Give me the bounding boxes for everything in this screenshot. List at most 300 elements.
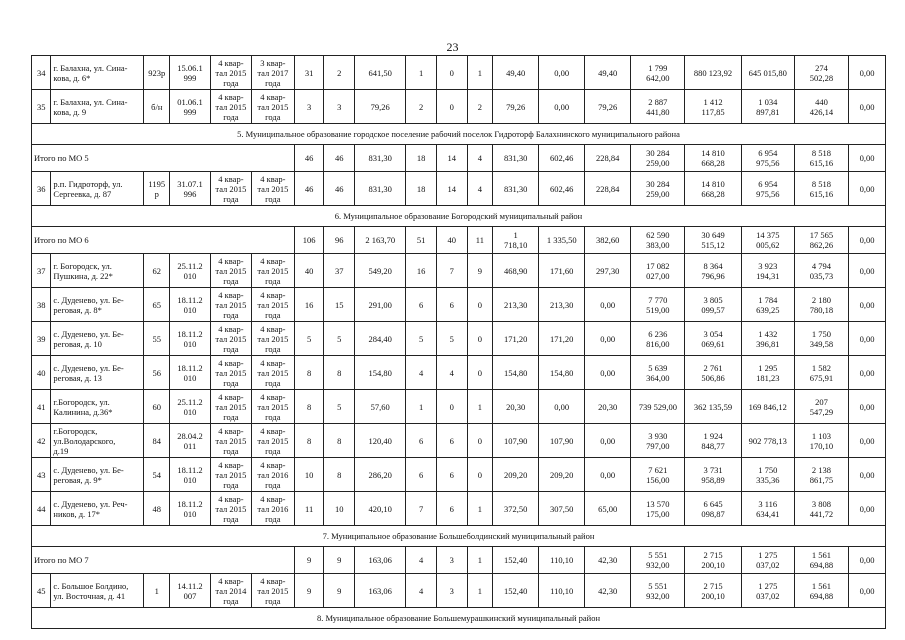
cell-m4: 1 561 694,88 bbox=[794, 547, 848, 574]
cell-n1: 4 bbox=[406, 356, 437, 390]
cell-a: 8 bbox=[294, 356, 324, 390]
cell-n3: 2 bbox=[467, 90, 493, 124]
cell-s2: 307,50 bbox=[539, 492, 585, 526]
cell-s3: 297,30 bbox=[585, 254, 631, 288]
cell-b: 8 bbox=[324, 424, 355, 458]
cell-date: 25.11.2 010 bbox=[170, 254, 211, 288]
cell-m1: 5 551 932,00 bbox=[631, 574, 685, 608]
cell-area: 120,40 bbox=[355, 424, 406, 458]
cell-b: 46 bbox=[324, 172, 355, 206]
cell-b: 37 bbox=[324, 254, 355, 288]
cell-s1: 79,26 bbox=[493, 90, 539, 124]
cell-n1: 6 bbox=[406, 458, 437, 492]
cell-no: 37 bbox=[32, 254, 51, 288]
cell-s3: 49,40 bbox=[585, 56, 631, 90]
cell-b: 46 bbox=[324, 145, 355, 172]
cell-m2: 14 810 668,28 bbox=[685, 172, 741, 206]
cell-date: 18.11.2 010 bbox=[170, 356, 211, 390]
cell-s2: 171,60 bbox=[539, 254, 585, 288]
cell-m2: 362 135,59 bbox=[685, 390, 741, 424]
cell-m3: 3 923 194,31 bbox=[741, 254, 794, 288]
cell-s1: 152,40 bbox=[493, 547, 539, 574]
cell-n3: 1 bbox=[467, 56, 493, 90]
cell-b: 9 bbox=[324, 547, 355, 574]
table-row bbox=[32, 390, 886, 424]
cell-m3: 6 954 975,56 bbox=[741, 145, 794, 172]
cell-n2: 0 bbox=[436, 390, 467, 424]
cell-c2: 4 квар- тал 2015 года bbox=[251, 574, 294, 608]
cell-c1: 4 квар- тал 2015 года bbox=[210, 424, 251, 458]
cell-s1: 1 718,10 bbox=[493, 227, 539, 254]
cell-addr: г.Богородск, ул. Калинина, д.36* bbox=[51, 390, 144, 424]
cell-no: 34 bbox=[32, 56, 51, 90]
cell-c2: 3 квар- тал 2017 года bbox=[251, 56, 294, 90]
cell-s1: 468,90 bbox=[493, 254, 539, 288]
cell-n1: 6 bbox=[406, 288, 437, 322]
cell-b: 8 bbox=[324, 458, 355, 492]
cell-date: 18.11.2 010 bbox=[170, 322, 211, 356]
cell-n2: 3 bbox=[436, 574, 467, 608]
cell-no: 36 bbox=[32, 172, 51, 206]
cell-n1: 7 bbox=[406, 492, 437, 526]
cell-m1: 7 621 156,00 bbox=[631, 458, 685, 492]
cell-m4: 2 138 861,75 bbox=[794, 458, 848, 492]
cell-doc: 65 bbox=[144, 288, 170, 322]
cell-doc: 84 bbox=[144, 424, 170, 458]
cell-date: 25.11.2 010 bbox=[170, 390, 211, 424]
cell-n3: 11 bbox=[467, 227, 493, 254]
cell-s3: 42,30 bbox=[585, 547, 631, 574]
cell-s1: 213,30 bbox=[493, 288, 539, 322]
page-number: 23 bbox=[446, 40, 459, 54]
table-row bbox=[32, 492, 886, 526]
cell-s2: 107,90 bbox=[539, 424, 585, 458]
cell-n3: 4 bbox=[467, 145, 493, 172]
cell-m4: 274 502,28 bbox=[794, 56, 848, 90]
cell-n1: 6 bbox=[406, 424, 437, 458]
cell-date: 18.11.2 010 bbox=[170, 288, 211, 322]
cell-m2: 14 810 668,28 bbox=[685, 145, 741, 172]
cell-n1: 4 bbox=[406, 547, 437, 574]
cell-a: 5 bbox=[294, 322, 324, 356]
cell-area: 154,80 bbox=[355, 356, 406, 390]
cell-m3: 1 750 335,36 bbox=[741, 458, 794, 492]
cell-m5: 0,00 bbox=[849, 172, 886, 206]
table-body bbox=[32, 56, 886, 629]
cell-date: 28.04.2 011 bbox=[170, 424, 211, 458]
cell-s2: 0,00 bbox=[539, 56, 585, 90]
cell-m1: 62 590 383,00 bbox=[631, 227, 685, 254]
cell-m1: 6 236 816,00 bbox=[631, 322, 685, 356]
cell-m5: 0,00 bbox=[849, 574, 886, 608]
cell-doc: 56 bbox=[144, 356, 170, 390]
cell-date: 31.07.1 996 bbox=[170, 172, 211, 206]
cell-s2: 171,20 bbox=[539, 322, 585, 356]
cell-m3: 1 275 037,02 bbox=[741, 574, 794, 608]
cell-s2: 0,00 bbox=[539, 390, 585, 424]
cell-addr: с. Дуденево, ул. Бе- реговая, д. 10 bbox=[51, 322, 144, 356]
cell-c2: 4 квар- тал 2015 года bbox=[251, 322, 294, 356]
cell-n2: 7 bbox=[436, 254, 467, 288]
cell-m2: 2 715 200,10 bbox=[685, 574, 741, 608]
cell-s3: 228,84 bbox=[585, 172, 631, 206]
cell-s3: 42,30 bbox=[585, 574, 631, 608]
cell-m4: 8 518 615,16 bbox=[794, 145, 848, 172]
cell-m2: 2 715 200,10 bbox=[685, 547, 741, 574]
cell-a: 31 bbox=[294, 56, 324, 90]
cell-s2: 213,30 bbox=[539, 288, 585, 322]
table-row bbox=[32, 574, 886, 608]
cell-n2: 3 bbox=[436, 547, 467, 574]
cell-m2: 30 649 515,12 bbox=[685, 227, 741, 254]
cell-n3: 1 bbox=[467, 492, 493, 526]
cell-n1: 18 bbox=[406, 172, 437, 206]
cell-a: 46 bbox=[294, 172, 324, 206]
cell-no: 35 bbox=[32, 90, 51, 124]
cell-c2: 4 квар- тал 2016 года bbox=[251, 458, 294, 492]
cell-s1: 107,90 bbox=[493, 424, 539, 458]
cell-no: 44 bbox=[32, 492, 51, 526]
cell-b: 96 bbox=[324, 227, 355, 254]
cell-s2: 154,80 bbox=[539, 356, 585, 390]
cell-c1: 4 квар- тал 2015 года bbox=[210, 458, 251, 492]
cell-s3: 0,00 bbox=[585, 322, 631, 356]
cell-s2: 602,46 bbox=[539, 145, 585, 172]
cell-m4: 440 426,14 bbox=[794, 90, 848, 124]
cell-area: 831,30 bbox=[355, 172, 406, 206]
cell-m2: 880 123,92 bbox=[685, 56, 741, 90]
cell-c1: 4 квар- тал 2015 года bbox=[210, 56, 251, 90]
cell-c1: 4 квар- тал 2015 года bbox=[210, 356, 251, 390]
cell-s3: 382,60 bbox=[585, 227, 631, 254]
housing-table bbox=[31, 55, 886, 629]
cell-n1: 1 bbox=[406, 56, 437, 90]
cell-m2: 2 761 506,86 bbox=[685, 356, 741, 390]
cell-n1: 51 bbox=[406, 227, 437, 254]
cell-doc: б/н bbox=[144, 90, 170, 124]
cell-s2: 209,20 bbox=[539, 458, 585, 492]
cell-s1: 152,40 bbox=[493, 574, 539, 608]
cell-c1: 4 квар- тал 2015 года bbox=[210, 254, 251, 288]
cell-b: 2 bbox=[324, 56, 355, 90]
section-header-row bbox=[32, 206, 886, 227]
subtotal-row bbox=[32, 227, 886, 254]
cell-addr: с. Дуденево, ул. Реч- ников, д. 17* bbox=[51, 492, 144, 526]
cell-addr: г. Балахна, ул. Сина- кова, д. 9 bbox=[51, 90, 144, 124]
cell-s1: 831,30 bbox=[493, 172, 539, 206]
cell-c2: 4 квар- тал 2016 года bbox=[251, 492, 294, 526]
cell-m2: 3 805 099,57 bbox=[685, 288, 741, 322]
cell-doc: 923р bbox=[144, 56, 170, 90]
cell-m4: 3 808 441,72 bbox=[794, 492, 848, 526]
cell-m4: 8 518 615,16 bbox=[794, 172, 848, 206]
cell-c2: 4 квар- тал 2015 года bbox=[251, 288, 294, 322]
cell-s1: 831,30 bbox=[493, 145, 539, 172]
cell-date: 18.11.2 010 bbox=[170, 458, 211, 492]
cell-m4: 1 582 675,91 bbox=[794, 356, 848, 390]
cell-s3: 0,00 bbox=[585, 288, 631, 322]
cell-area: 284,40 bbox=[355, 322, 406, 356]
cell-area: 2 163,70 bbox=[355, 227, 406, 254]
cell-doc: 54 bbox=[144, 458, 170, 492]
cell-n3: 1 bbox=[467, 390, 493, 424]
cell-doc: 55 bbox=[144, 322, 170, 356]
cell-n1: 16 bbox=[406, 254, 437, 288]
cell-n3: 1 bbox=[467, 547, 493, 574]
cell-n2: 6 bbox=[436, 458, 467, 492]
cell-c2: 4 квар- тал 2015 года bbox=[251, 172, 294, 206]
cell-addr: р.п. Гидроторф, ул. Сергеевка, д. 87 bbox=[51, 172, 144, 206]
cell-s3: 0,00 bbox=[585, 356, 631, 390]
table-row bbox=[32, 356, 886, 390]
cell-area: 420,10 bbox=[355, 492, 406, 526]
cell-area: 163,06 bbox=[355, 547, 406, 574]
cell-m4: 17 565 862,26 bbox=[794, 227, 848, 254]
cell-n1: 4 bbox=[406, 574, 437, 608]
cell-s2: 110,10 bbox=[539, 547, 585, 574]
cell-a: 46 bbox=[294, 145, 324, 172]
cell-s2: 110,10 bbox=[539, 574, 585, 608]
cell-s3: 79,26 bbox=[585, 90, 631, 124]
cell-s1: 171,20 bbox=[493, 322, 539, 356]
cell-addr: с. Дуденево, ул. Бе- реговая, д. 9* bbox=[51, 458, 144, 492]
cell-no: 41 bbox=[32, 390, 51, 424]
cell-m3: 1 432 396,81 bbox=[741, 322, 794, 356]
section-header-row bbox=[32, 608, 886, 629]
section-header-row bbox=[32, 124, 886, 145]
table-row bbox=[32, 254, 886, 288]
cell-area: 163,06 bbox=[355, 574, 406, 608]
cell-addr: с. Дуденево, ул. Бе- реговая, д. 8* bbox=[51, 288, 144, 322]
cell-m2: 1 412 117,85 bbox=[685, 90, 741, 124]
cell-b: 8 bbox=[324, 356, 355, 390]
cell-s3: 0,00 bbox=[585, 458, 631, 492]
cell-m2: 3 054 069,61 bbox=[685, 322, 741, 356]
cell-b: 3 bbox=[324, 90, 355, 124]
cell-date: 01.06.1 999 bbox=[170, 90, 211, 124]
table-row bbox=[32, 424, 886, 458]
cell-addr: г.Богородск, ул.Володарского, д.19 bbox=[51, 424, 144, 458]
cell-n2: 6 bbox=[436, 288, 467, 322]
cell-c1: 4 квар- тал 2015 года bbox=[210, 288, 251, 322]
cell-c2: 4 квар- тал 2015 года bbox=[251, 390, 294, 424]
cell-m5: 0,00 bbox=[849, 458, 886, 492]
cell-s1: 20,30 bbox=[493, 390, 539, 424]
cell-m3: 1 784 639,25 bbox=[741, 288, 794, 322]
cell-n2: 0 bbox=[436, 90, 467, 124]
cell-s1: 154,80 bbox=[493, 356, 539, 390]
cell-n3: 9 bbox=[467, 254, 493, 288]
cell-n3: 4 bbox=[467, 172, 493, 206]
cell-a: 106 bbox=[294, 227, 324, 254]
cell-m1: 739 529,00 bbox=[631, 390, 685, 424]
cell-c1: 4 квар- тал 2015 года bbox=[210, 172, 251, 206]
cell-a: 8 bbox=[294, 424, 324, 458]
cell-b: 5 bbox=[324, 322, 355, 356]
cell-area: 641,50 bbox=[355, 56, 406, 90]
cell-b: 15 bbox=[324, 288, 355, 322]
cell-b: 10 bbox=[324, 492, 355, 526]
cell-m3: 6 954 975,56 bbox=[741, 172, 794, 206]
cell-no: 38 bbox=[32, 288, 51, 322]
cell-m4: 1 750 349,58 bbox=[794, 322, 848, 356]
cell-doc: 62 bbox=[144, 254, 170, 288]
cell-a: 11 bbox=[294, 492, 324, 526]
cell-s1: 209,20 bbox=[493, 458, 539, 492]
cell-addr: с. Большое Болдино, ул. Восточная, д. 41 bbox=[51, 574, 144, 608]
cell-n2: 5 bbox=[436, 322, 467, 356]
cell-n3: 0 bbox=[467, 356, 493, 390]
cell-addr: г. Балахна, ул. Сина- кова, д. 6* bbox=[51, 56, 144, 90]
subtotal-label: Итого по МО 6 bbox=[32, 227, 295, 254]
cell-c1: 4 квар- тал 2015 года bbox=[210, 390, 251, 424]
cell-m5: 0,00 bbox=[849, 356, 886, 390]
cell-m1: 7 770 519,00 bbox=[631, 288, 685, 322]
cell-c1: 4 квар- тал 2014 года bbox=[210, 574, 251, 608]
cell-m4: 2 180 780,18 bbox=[794, 288, 848, 322]
cell-doc: 1195 р bbox=[144, 172, 170, 206]
cell-b: 9 bbox=[324, 574, 355, 608]
cell-date: 14.11.2 007 bbox=[170, 574, 211, 608]
cell-m2: 3 731 958,89 bbox=[685, 458, 741, 492]
cell-a: 10 bbox=[294, 458, 324, 492]
cell-m3: 1 275 037,02 bbox=[741, 547, 794, 574]
cell-area: 549,20 bbox=[355, 254, 406, 288]
subtotal-label: Итого по МО 5 bbox=[32, 145, 295, 172]
cell-addr: г. Богородск, ул. Пушкина, д. 22* bbox=[51, 254, 144, 288]
cell-doc: 60 bbox=[144, 390, 170, 424]
cell-c2: 4 квар- тал 2015 года bbox=[251, 254, 294, 288]
section-header-row bbox=[32, 526, 886, 547]
cell-a: 3 bbox=[294, 90, 324, 124]
table-row bbox=[32, 458, 886, 492]
cell-n1: 18 bbox=[406, 145, 437, 172]
cell-m3: 1 034 897,81 bbox=[741, 90, 794, 124]
cell-no: 45 bbox=[32, 574, 51, 608]
cell-m5: 0,00 bbox=[849, 56, 886, 90]
cell-no: 42 bbox=[32, 424, 51, 458]
cell-n3: 0 bbox=[467, 424, 493, 458]
table-row bbox=[32, 288, 886, 322]
cell-n1: 2 bbox=[406, 90, 437, 124]
cell-area: 291,00 bbox=[355, 288, 406, 322]
cell-s1: 49,40 bbox=[493, 56, 539, 90]
cell-area: 79,26 bbox=[355, 90, 406, 124]
cell-a: 9 bbox=[294, 547, 324, 574]
cell-m2: 6 645 098,87 bbox=[685, 492, 741, 526]
cell-n2: 6 bbox=[436, 492, 467, 526]
cell-s2: 602,46 bbox=[539, 172, 585, 206]
cell-c1: 4 квар- тал 2015 года bbox=[210, 322, 251, 356]
table-row bbox=[32, 56, 886, 90]
section-title: 6. Муниципальное образование Богородский муниципальный район bbox=[32, 206, 886, 227]
cell-m5: 0,00 bbox=[849, 424, 886, 458]
cell-m4: 207 547,29 bbox=[794, 390, 848, 424]
cell-m5: 0,00 bbox=[849, 547, 886, 574]
cell-m5: 0,00 bbox=[849, 288, 886, 322]
table-row bbox=[32, 322, 886, 356]
cell-n2: 40 bbox=[436, 227, 467, 254]
cell-a: 40 bbox=[294, 254, 324, 288]
subtotal-label: Итого по МО 7 bbox=[32, 547, 295, 574]
cell-n2: 14 bbox=[436, 145, 467, 172]
cell-m1: 5 639 364,00 bbox=[631, 356, 685, 390]
cell-s2: 1 335,50 bbox=[539, 227, 585, 254]
cell-m1: 3 930 797,00 bbox=[631, 424, 685, 458]
cell-b: 5 bbox=[324, 390, 355, 424]
cell-m3: 645 015,80 bbox=[741, 56, 794, 90]
cell-m5: 0,00 bbox=[849, 492, 886, 526]
cell-no: 40 bbox=[32, 356, 51, 390]
cell-m1: 30 284 259,00 bbox=[631, 172, 685, 206]
cell-n1: 5 bbox=[406, 322, 437, 356]
cell-m5: 0,00 bbox=[849, 145, 886, 172]
table-row bbox=[32, 90, 886, 124]
cell-c2: 4 квар- тал 2015 года bbox=[251, 90, 294, 124]
cell-m5: 0,00 bbox=[849, 254, 886, 288]
cell-area: 57,60 bbox=[355, 390, 406, 424]
cell-m1: 30 284 259,00 bbox=[631, 145, 685, 172]
cell-a: 8 bbox=[294, 390, 324, 424]
cell-m4: 1 103 170,10 bbox=[794, 424, 848, 458]
cell-m3: 902 778,13 bbox=[741, 424, 794, 458]
cell-n2: 6 bbox=[436, 424, 467, 458]
table-row bbox=[32, 172, 886, 206]
cell-m3: 3 116 634,41 bbox=[741, 492, 794, 526]
cell-m1: 13 570 175,00 bbox=[631, 492, 685, 526]
cell-m5: 0,00 bbox=[849, 322, 886, 356]
cell-m3: 169 846,12 bbox=[741, 390, 794, 424]
cell-m1: 5 551 932,00 bbox=[631, 547, 685, 574]
cell-c1: 4 квар- тал 2015 года bbox=[210, 90, 251, 124]
cell-n2: 4 bbox=[436, 356, 467, 390]
cell-c2: 4 квар- тал 2015 года bbox=[251, 424, 294, 458]
cell-m3: 1 295 181,23 bbox=[741, 356, 794, 390]
cell-n3: 0 bbox=[467, 458, 493, 492]
cell-no: 43 bbox=[32, 458, 51, 492]
subtotal-row bbox=[32, 145, 886, 172]
cell-c2: 4 квар- тал 2015 года bbox=[251, 356, 294, 390]
subtotal-row bbox=[32, 547, 886, 574]
cell-doc: 48 bbox=[144, 492, 170, 526]
cell-n3: 0 bbox=[467, 288, 493, 322]
cell-area: 831,30 bbox=[355, 145, 406, 172]
section-title: 7. Муниципальное образование Большеболдинский муниципальный район bbox=[32, 526, 886, 547]
cell-area: 286,20 bbox=[355, 458, 406, 492]
cell-m2: 1 924 848,77 bbox=[685, 424, 741, 458]
cell-date: 18.11.2 010 bbox=[170, 492, 211, 526]
cell-a: 9 bbox=[294, 574, 324, 608]
cell-addr: с. Дуденево, ул. Бе- реговая, д. 13 bbox=[51, 356, 144, 390]
cell-no: 39 bbox=[32, 322, 51, 356]
section-title: 5. Муниципальное образование городское поселение рабочий поселок Гидроторф Балахнинского муниципального района bbox=[32, 124, 886, 145]
cell-m1: 17 082 027,00 bbox=[631, 254, 685, 288]
cell-c1: 4 квар- тал 2015 года bbox=[210, 492, 251, 526]
cell-a: 16 bbox=[294, 288, 324, 322]
cell-n2: 0 bbox=[436, 56, 467, 90]
cell-date: 15.06.1 999 bbox=[170, 56, 211, 90]
cell-s3: 20,30 bbox=[585, 390, 631, 424]
cell-m1: 2 887 441,80 bbox=[631, 90, 685, 124]
cell-s1: 372,50 bbox=[493, 492, 539, 526]
cell-n1: 1 bbox=[406, 390, 437, 424]
section-title: 8. Муниципальное образование Большемурашкинский муниципальный район bbox=[32, 608, 886, 629]
cell-m3: 14 375 005,62 bbox=[741, 227, 794, 254]
cell-n3: 0 bbox=[467, 322, 493, 356]
cell-s3: 65,00 bbox=[585, 492, 631, 526]
cell-m5: 0,00 bbox=[849, 390, 886, 424]
cell-s3: 0,00 bbox=[585, 424, 631, 458]
